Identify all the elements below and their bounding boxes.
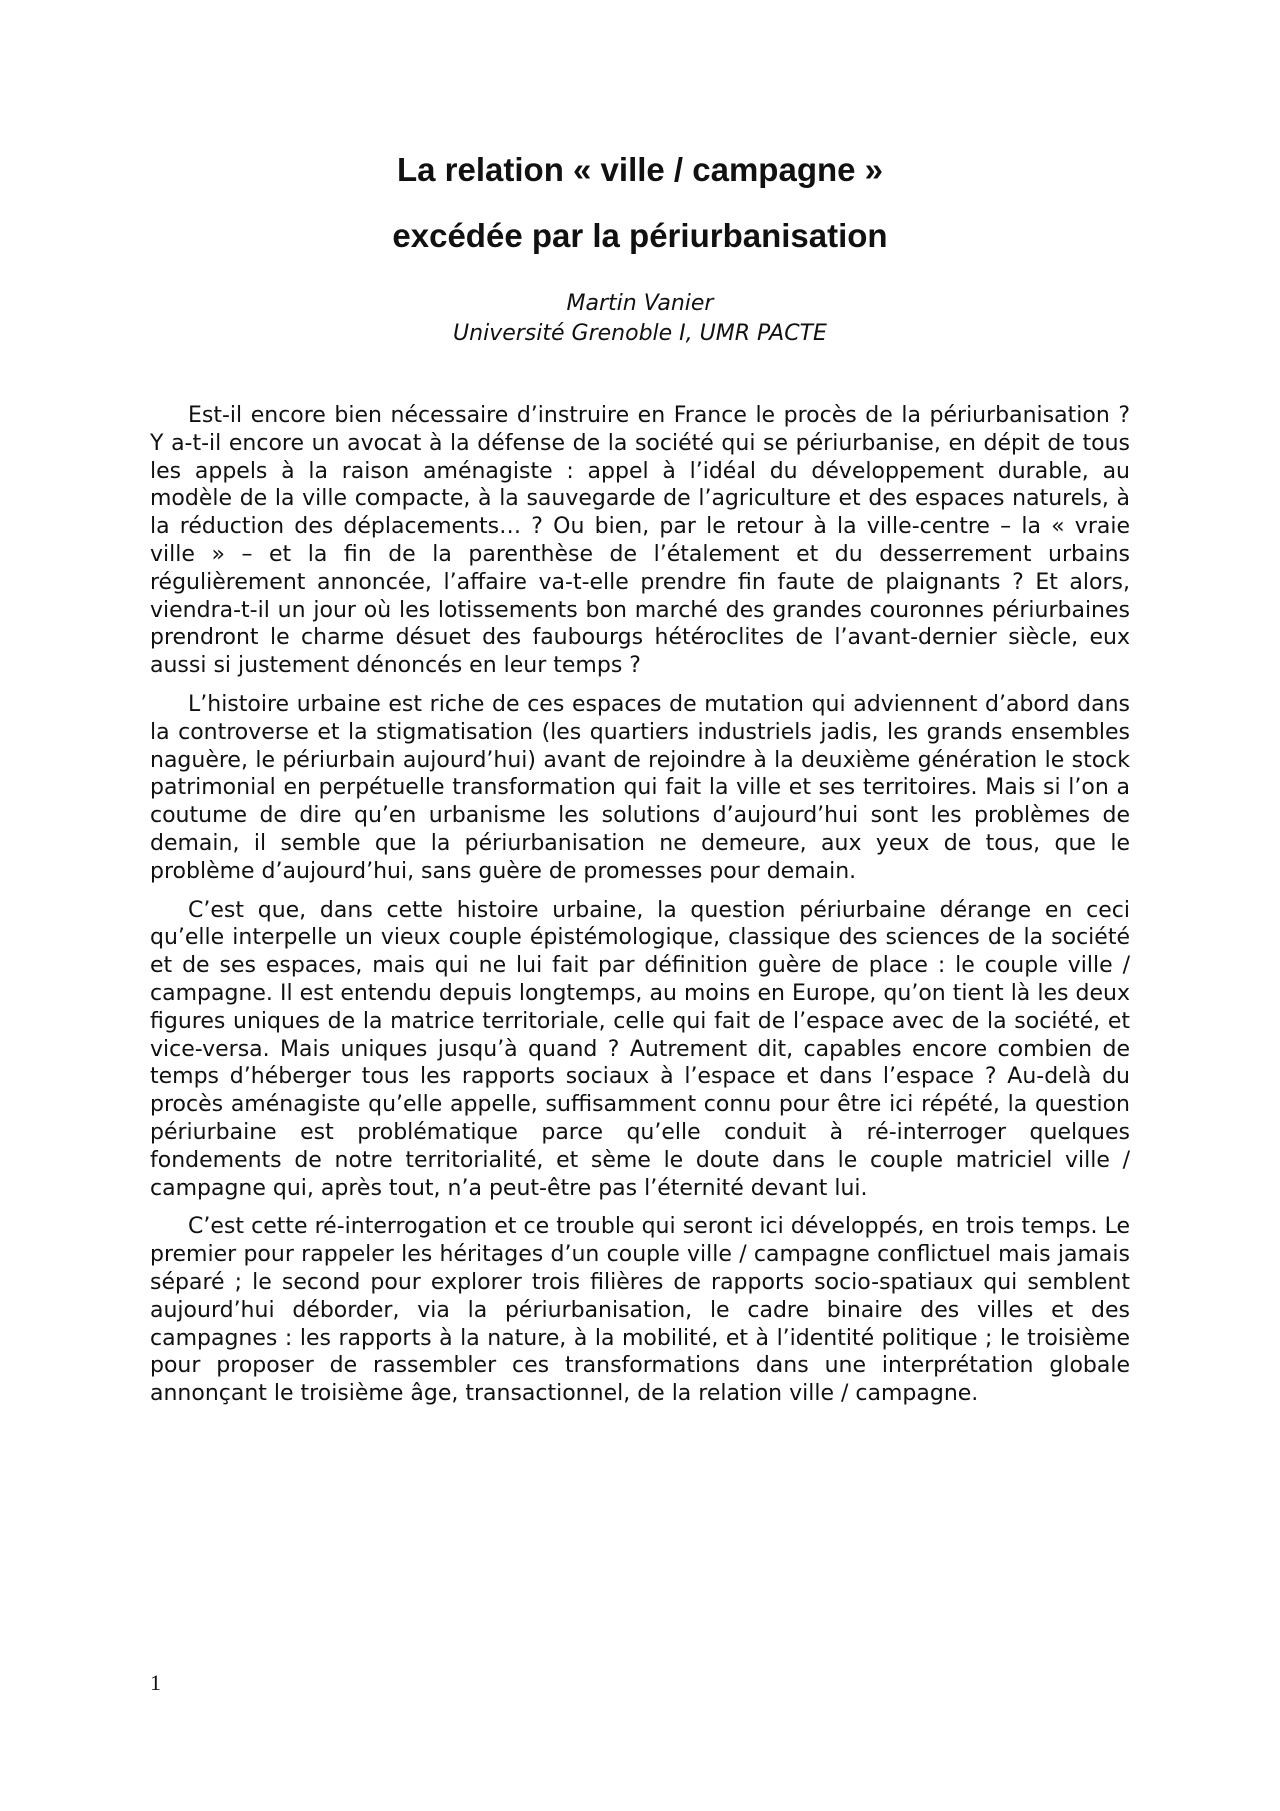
paragraph-4: C’est cette ré-interrogation et ce trouble qui seront ici développés, en trois temps. Le premier pour rappeler les héritages d’un couple ville / campagne conflictuel mais jamais séparé ; le second pour explorer trois filières de rapports socio-spatiaux qui semblent aujourd’hui déborder, via la périurbanisation, le cadre binaire des villes et des campagnes : les rapports à la nature, à la mobilité, et à l’identité politique ; le troisième pour proposer de rassembler ces transformations dans une interprétation globale annonçant le troisième âge, transactionnel, de la relation ville / campagne.: [150, 1214, 1130, 1407]
body-text: [150, 402, 1130, 1419]
paragraph-3: C’est que, dans cette histoire urbaine, la question périurbaine dérange en ceci qu’elle interpelle un vieux couple épistémologique, classique des sciences de la société et de ses espaces, mais qui ne lui fait par définition guère de place : le couple ville / campagne. Il est entendu depuis longtemps, au moins en Europe, qu’on tient là les deux figures uniques de la matrice territoriale, celle qui fait de l’espace avec de la société, et vice-versa. Mais uniques jusqu’à quand ? Autrement dit, capables encore combien de temps d’héberger tous les rapports sociaux à l’espace et dans l’espace ? Au-delà du procès aménagiste qu’elle appelle, suffisamment connu pour être ici répété, la question périurbaine est problématique parce qu’elle conduit à ré-interroger quelques fondements de notre territorialité, et sème le doute dans le couple matriciel ville / campagne qui, après tout, n’a peut-être pas l’éternité devant lui.: [150, 897, 1130, 1201]
author-name: Martin Vanier: [566, 291, 714, 316]
page-number: 1: [150, 1670, 161, 1695]
title-line-2: excédée par la périurbanisation: [392, 217, 888, 254]
title-line-1: La relation « ville / campagne »: [396, 151, 884, 188]
author-affiliation: Université Grenoble I, UMR PACTE: [453, 321, 827, 346]
author-block: [150, 289, 1130, 349]
paragraph-1: Est-il encore bien nécessaire d’instruire en France le procès de la périurbanisation ? Y a-t-il encore un avocat à la défense de la société qui se périurbanise, en dépit de tous les appels à la raison aménagiste : appel à l’idéal du développement durable, au modèle de la ville compacte, à la sauvegarde de l’agriculture et des espaces naturels, à la réduction des déplacements… ? Ou bien, par le retour à la ville-centre – la « vraie ville » – et la fin de la parenthèse de l’étalement et du desserrement urbains régulièrement annoncée, l’affaire va-t-elle prendre fin faute de plaignants ? Et alors, viendra-t-il un jour où les lotissements bon marché des grandes couronnes périurbaines prendront le charme désuet des faubourgs hétéroclites de l’avant-dernier siècle, eux aussi si justement dénoncés en leur temps ?: [150, 403, 1130, 679]
paragraph-2: L’histoire urbaine est riche de ces espaces de mutation qui adviennent d’abord dans la controverse et la stigmatisation (les quartiers industriels jadis, les grands ensembles naguère, le périurbain aujourd’hui) avant de rejoindre à la deuxième génération le stock patrimonial en perpétuelle transformation qui fait la ville et ses territoires. Mais si l’on a coutume de dire qu’en urbanisme les solutions d’aujourd’hui sont les problèmes de demain, il semble que la périurbanisation ne demeure, aux yeux de tous, que le problème d’aujourd’hui, sans guère de promesses pour demain.: [150, 691, 1130, 884]
